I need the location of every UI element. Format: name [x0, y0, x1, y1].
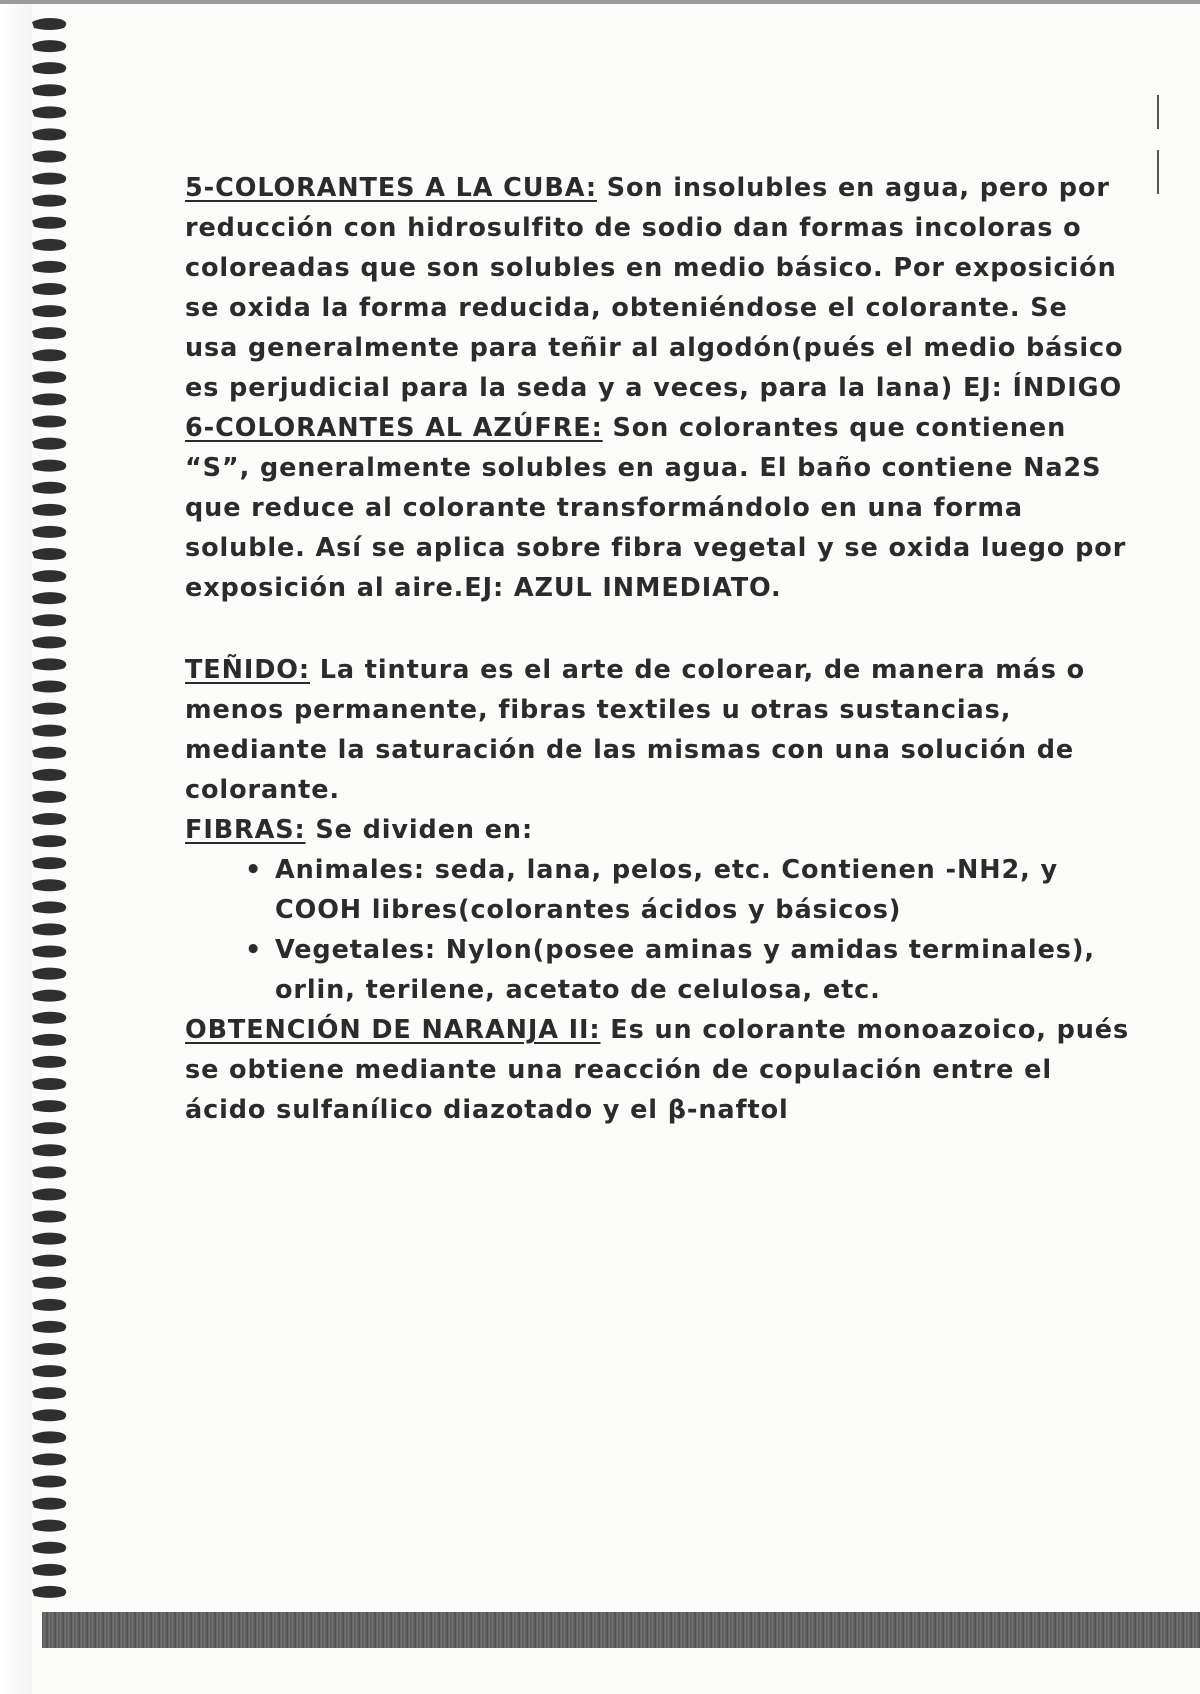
body-naranja: Es un colorante monoazoico, pués se obtiene mediante una reacción de copulación entre el ácido sulfanílico diazotado y el β-naftol — [185, 1015, 1130, 1125]
page-top-edge — [0, 0, 1200, 4]
heading-tenido: TEÑIDO: — [185, 655, 310, 685]
document-body — [185, 168, 1130, 1130]
binding-ring — [32, 1012, 66, 1024]
binding-ring — [32, 305, 66, 317]
binding-ring — [32, 1542, 66, 1554]
binding-ring — [32, 1453, 66, 1465]
paragraph-fibras — [185, 810, 1130, 850]
scan-mark — [1157, 95, 1159, 129]
binding-ring — [32, 1211, 66, 1223]
binding-ring — [32, 636, 66, 648]
binding-ring — [32, 1409, 66, 1421]
binding-ring — [32, 923, 66, 935]
binding-ring — [32, 393, 66, 405]
fibras-list — [185, 850, 1130, 1010]
binding-ring — [32, 1034, 66, 1046]
binding-ring — [32, 725, 66, 737]
binding-ring — [32, 990, 66, 1002]
binding-ring — [32, 1122, 66, 1134]
binding-ring — [32, 1564, 66, 1576]
binding-ring — [32, 349, 66, 361]
body-tenido: La tintura es el arte de colorear, de manera más o menos permanente, fibras textiles u otras sustancias, mediante la saturación de las mismas con una solución de colorante. — [185, 655, 1086, 805]
binding-ring — [32, 217, 66, 229]
binding-ring — [32, 416, 66, 428]
binding-ring — [32, 526, 66, 538]
paragraph-colorantes-cuba — [185, 168, 1130, 408]
paragraph-naranja — [185, 1010, 1130, 1130]
binding-ring — [32, 901, 66, 913]
binding-ring — [32, 128, 66, 140]
binding-ring — [32, 504, 66, 516]
binding-ring — [32, 1233, 66, 1245]
binding-ring — [32, 106, 66, 118]
heading-fibras: FIBRAS: — [185, 815, 306, 845]
binding-ring — [32, 570, 66, 582]
binding-ring — [32, 151, 66, 163]
binding-ring — [32, 84, 66, 96]
binding-ring — [32, 703, 66, 715]
binding-ring — [32, 482, 66, 494]
binding-ring — [32, 946, 66, 958]
binding-ring — [32, 1387, 66, 1399]
binding-ring — [32, 968, 66, 980]
binding-ring — [32, 261, 66, 273]
binding-ring — [32, 40, 66, 52]
binding-ring — [32, 1586, 66, 1598]
binding-ring — [32, 1255, 66, 1267]
body-colorantes-cuba: Son insolubles en agua, pero por reducción con hidrosulfito de sodio dan formas incoloras o coloreadas que son solubles en medio básico. Por exposición se oxida la forma reducida, obteniéndose el colorante. Se usa generalmente para teñir al algodón(pués el medio básico es perjudicial para la seda y a veces, para la lana) EJ: ÍNDIGO — [185, 173, 1124, 403]
binding-ring — [32, 879, 66, 891]
heading-colorantes-azufre: 6-COLORANTES AL AZÚFRE: — [185, 413, 603, 443]
heading-colorantes-cuba: 5-COLORANTES A LA CUBA: — [185, 173, 597, 203]
heading-naranja: OBTENCIÓN DE NARANJA II: — [185, 1015, 601, 1045]
binding-ring — [32, 747, 66, 759]
binding-ring — [32, 1520, 66, 1532]
page-left-edge — [0, 0, 32, 1694]
binding-ring — [32, 592, 66, 604]
spiral-binding — [30, 10, 80, 1600]
binding-ring — [32, 1078, 66, 1090]
binding-ring — [32, 371, 66, 383]
binding-ring — [32, 1144, 66, 1156]
body-colorantes-azufre: Son colorantes que contienen “S”, generalmente solubles en agua. El baño contiene Na2S que reduce al colorante transformándolo en una forma soluble. Así se aplica sobre fibra vegetal y se oxida luego por exposición al aire.EJ: AZUL INMEDIATO. — [185, 413, 1127, 603]
binding-ring — [32, 835, 66, 847]
binding-ring — [32, 438, 66, 450]
binding-ring — [32, 1100, 66, 1112]
paragraph-tenido — [185, 650, 1130, 810]
binding-ring — [32, 658, 66, 670]
binding-ring — [32, 1431, 66, 1443]
binding-ring — [32, 1476, 66, 1488]
binding-ring — [32, 857, 66, 869]
binding-ring — [32, 1277, 66, 1289]
list-item: • Vegetales: Nylon(posee aminas y amidas terminales), orlin, terilene, acetato de celulosa, etc. — [275, 930, 1130, 1010]
binding-ring — [32, 283, 66, 295]
binding-ring — [32, 239, 66, 251]
binding-ring — [32, 1321, 66, 1333]
binding-ring — [32, 327, 66, 339]
binding-ring — [32, 1498, 66, 1510]
binding-ring — [32, 173, 66, 185]
binding-ring — [32, 1299, 66, 1311]
paragraph-gap — [185, 608, 1130, 650]
binding-ring — [32, 1188, 66, 1200]
binding-ring — [32, 1365, 66, 1377]
binding-ring — [32, 681, 66, 693]
binding-ring — [32, 18, 66, 30]
binding-ring — [32, 548, 66, 560]
scan-mark — [1157, 150, 1159, 194]
binding-ring — [32, 1166, 66, 1178]
binding-ring — [32, 1056, 66, 1068]
binding-ring — [32, 460, 66, 472]
binding-ring — [32, 195, 66, 207]
binding-ring — [32, 769, 66, 781]
paragraph-colorantes-azufre — [185, 408, 1130, 608]
scan-bottom-shadow — [42, 1612, 1200, 1648]
body-fibras: Se dividen en: — [305, 815, 534, 845]
binding-ring — [32, 614, 66, 626]
binding-ring — [32, 791, 66, 803]
binding-ring — [32, 813, 66, 825]
binding-ring — [32, 62, 66, 74]
list-item: • Animales: seda, lana, pelos, etc. Contienen -NH2, y COOH libres(colorantes ácidos y básicos) — [275, 850, 1130, 930]
binding-ring — [32, 1343, 66, 1355]
